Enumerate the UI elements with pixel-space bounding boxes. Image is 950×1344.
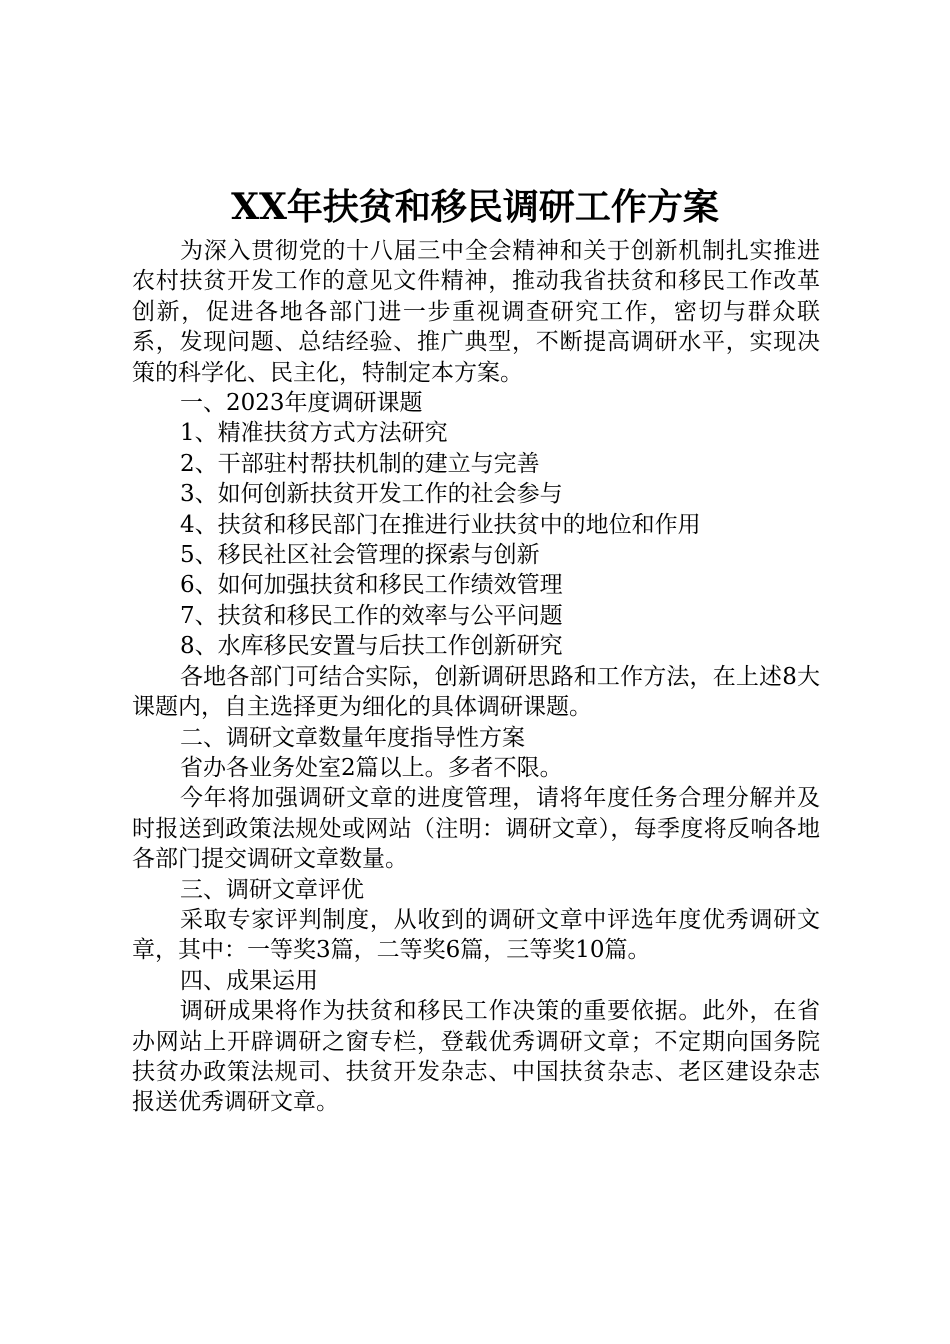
section-heading-topics: 一、2023年度调研课题 — [180, 390, 423, 417]
section-heading-results: 四、成果运用 — [180, 967, 318, 994]
topic-item: 5、移民社区社会管理的探索与创新 — [180, 542, 540, 569]
topic-item: 2、干部驻村帮扶机制的建立与完善 — [180, 450, 540, 477]
topic-item: 6、如何加强扶贫和移民工作绩效管理 — [180, 572, 563, 599]
section-heading-evaluation: 三、调研文章评优 — [180, 876, 364, 903]
results-paragraph: 调研成果将作为扶贫和移民工作决策的重要依据。此外，在省办网站上开辟调研之窗专栏，登载优秀调研文章；不定期向国务院扶贫办政策法规司、扶贫开发杂志、中国扶贫杂志、老区建设杂志报送优秀调研文章。 — [132, 998, 820, 1116]
evaluation-paragraph: 采取专家评判制度，从收到的调研文章中评选年度优秀调研文章，其中：一等奖3篇，二等奖6篇，三等奖10篇。 — [132, 906, 820, 964]
page-title: XX年扶贫和移民调研工作方案 — [231, 186, 719, 228]
topics-note-paragraph: 各地各部门可结合实际，创新调研思路和工作方法，在上述8大课题内，自主选择更为细化的具体调研课题。 — [132, 663, 820, 721]
topic-item: 7、扶贫和移民工作的效率与公平问题 — [180, 602, 563, 629]
quota-paragraph: 省办各业务处室2篇以上。多者不限。 — [180, 754, 563, 781]
topic-item: 4、扶贫和移民部门在推进行业扶贫中的地位和作用 — [180, 511, 701, 538]
topic-item: 8、水库移民安置与后扶工作创新研究 — [180, 633, 563, 660]
section-heading-article-quota: 二、调研文章数量年度指导性方案 — [180, 724, 525, 751]
topic-item: 3、如何创新扶贫开发工作的社会参与 — [180, 481, 563, 508]
document-body — [132, 236, 820, 1118]
progress-management-paragraph: 今年将加强调研文章的进度管理，请将年度任务合理分解并及时报送到政策法规处或网站（注明：调研文章），每季度将反响各地各部门提交调研文章数量。 — [132, 785, 820, 873]
topic-item: 1、精准扶贫方式方法研究 — [180, 420, 448, 447]
intro-paragraph: 为深入贯彻党的十八届三中全会精神和关于创新机制扎实推进农村扶贫开发工作的意见文件精神，推动我省扶贫和移民工作改革创新，促进各地各部门进一步重视调查研究工作，密切与群众联系，发现问题、总结经验、推广典型，不断提高调研水平，实现决策的科学化、民主化，特制定本方案。 — [132, 238, 820, 386]
